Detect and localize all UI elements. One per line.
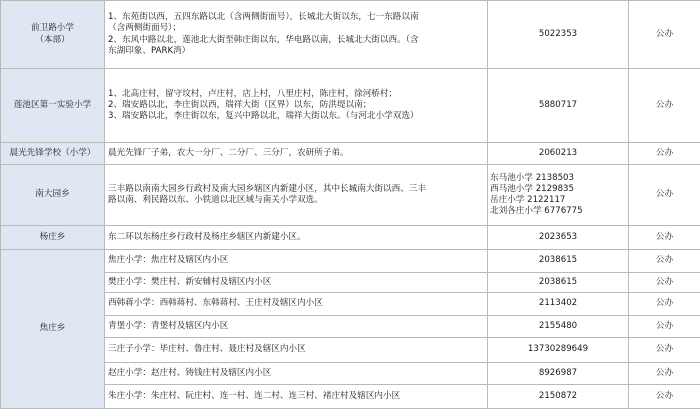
district-area-cell: 樊庄小学：樊庄村、新安辅村及辖区内小区 bbox=[105, 273, 488, 293]
township-name-cell: 焦庄乡 bbox=[1, 250, 105, 409]
phone-cell: 8926987 bbox=[488, 363, 629, 385]
phone-line: 北刘各庄小学 6776775 bbox=[490, 206, 583, 217]
phone-cell: 2060213 bbox=[488, 143, 629, 165]
school-type-cell: 公办 bbox=[629, 316, 700, 338]
district-area-cell bbox=[105, 165, 488, 226]
phone-cell: 2150872 bbox=[488, 385, 629, 409]
district-area-cell: 三庄子小学：毕庄村、鲁庄村、聂庄村及辖区内小区 bbox=[105, 338, 488, 363]
school-type-cell: 公办 bbox=[629, 250, 700, 273]
phone-line: 西马池小学 2129835 bbox=[490, 183, 574, 194]
phone-cell: 2038615 bbox=[488, 273, 629, 293]
school-type-cell: 公办 bbox=[629, 273, 700, 293]
phone-cell bbox=[488, 165, 629, 226]
district-area-cell: 晨光先锋厂子弟，农大一分厂、二分厂、三分厂，农研所子弟。 bbox=[105, 143, 488, 165]
table-row bbox=[1, 165, 700, 226]
table-row bbox=[1, 273, 700, 293]
table-row bbox=[1, 385, 700, 409]
school-type-cell: 公办 bbox=[629, 1, 700, 69]
school-name-cell: 南大园乡 bbox=[1, 165, 105, 226]
district-area-cell: 西韩蒋小学：西韩蒋村、东韩蒋村、王庄村及辖区内小区 bbox=[105, 293, 488, 316]
table-row bbox=[1, 293, 700, 316]
school-type-cell: 公办 bbox=[629, 226, 700, 250]
phone-cell: 2113402 bbox=[488, 293, 629, 316]
district-area-cell: 朱庄小学：朱庄村、阮庄村、连一村、连二村、连三村、褚庄村及辖区内小区 bbox=[105, 385, 488, 409]
area-line: 1、东苑街以西，五四东路以北（含两侧街面号），长城北大街以东，七一东路以南 bbox=[108, 12, 419, 23]
school-type-cell: 公办 bbox=[629, 385, 700, 409]
school-type-cell: 公办 bbox=[629, 143, 700, 165]
school-type-cell: 公办 bbox=[629, 363, 700, 385]
table-row bbox=[1, 69, 700, 143]
area-line: 三丰路以南南大园乡行政村及南大园乡辖区内新建小区，其中长城南大街以西、三丰 bbox=[108, 183, 426, 194]
table-row bbox=[1, 363, 700, 385]
area-line: 路以南、利民路以东、小铁道以北区域与南关小学双选。 bbox=[108, 195, 323, 205]
area-line: （含两侧街面号）； bbox=[108, 23, 182, 34]
phone-cell: 5880717 bbox=[488, 69, 629, 143]
phone-cell: 2155480 bbox=[488, 316, 629, 338]
phone-cell: 2023653 bbox=[488, 226, 629, 250]
school-name-line: 前卫路小学 bbox=[31, 23, 74, 34]
table-row bbox=[1, 338, 700, 363]
school-name-cell bbox=[1, 1, 105, 69]
area-line: 1、北高庄村，留守坟村，卢庄村，店上村，八里庄村，陈庄村，徐河桥村； bbox=[108, 88, 398, 99]
school-name-cell: 莲池区第一实验小学 bbox=[1, 69, 105, 143]
school-name-cell: 杨庄乡 bbox=[1, 226, 105, 250]
table-row bbox=[1, 143, 700, 165]
area-line: 东湖印象、PARK湾） bbox=[108, 45, 191, 56]
school-type-cell: 公办 bbox=[629, 165, 700, 226]
district-area-cell: 焦庄小学：焦庄村及辖区内小区 bbox=[105, 250, 488, 273]
table-row bbox=[1, 1, 700, 69]
school-type-cell: 公办 bbox=[629, 69, 700, 143]
area-line: 3、瑞安路以北，李庄街以东，复兴中路以北，瑞祥大街以东。（与河北小学双选） bbox=[108, 111, 419, 122]
phone-line: 岳庄小学 2122117 bbox=[490, 195, 566, 205]
district-area-cell bbox=[105, 1, 488, 69]
school-name-cell: 晨光先锋学校（小学） bbox=[1, 143, 105, 165]
area-line: 2、东风中路以北，莲池北大街至韩庄街以东，华电路以南，长城北大街以西。（含 bbox=[108, 34, 419, 45]
area-line: 2、瑞安路以北，李庄街以西，瑞祥大街（区界）以东，防洪堤以南； bbox=[108, 99, 372, 110]
school-type-cell: 公办 bbox=[629, 338, 700, 363]
school-name-line: （本部） bbox=[35, 34, 70, 45]
district-area-cell: 东二环以东杨庄乡行政村及杨庄乡辖区内新建小区。 bbox=[105, 226, 488, 250]
district-area-cell: 赵庄小学：赵庄村、铸钱庄村及辖区内小区 bbox=[105, 363, 488, 385]
district-area-cell: 青堡小学：青堡村及辖区内小区 bbox=[105, 316, 488, 338]
district-area-cell bbox=[105, 69, 488, 143]
phone-cell: 13730289649 bbox=[488, 338, 629, 363]
phone-cell: 2038615 bbox=[488, 250, 629, 273]
phone-cell: 5022353 bbox=[488, 1, 629, 69]
school-type-cell: 公办 bbox=[629, 293, 700, 316]
table-row bbox=[1, 250, 700, 273]
table-row bbox=[1, 316, 700, 338]
phone-line: 东马池小学 2138503 bbox=[490, 172, 574, 183]
table-row bbox=[1, 226, 700, 250]
